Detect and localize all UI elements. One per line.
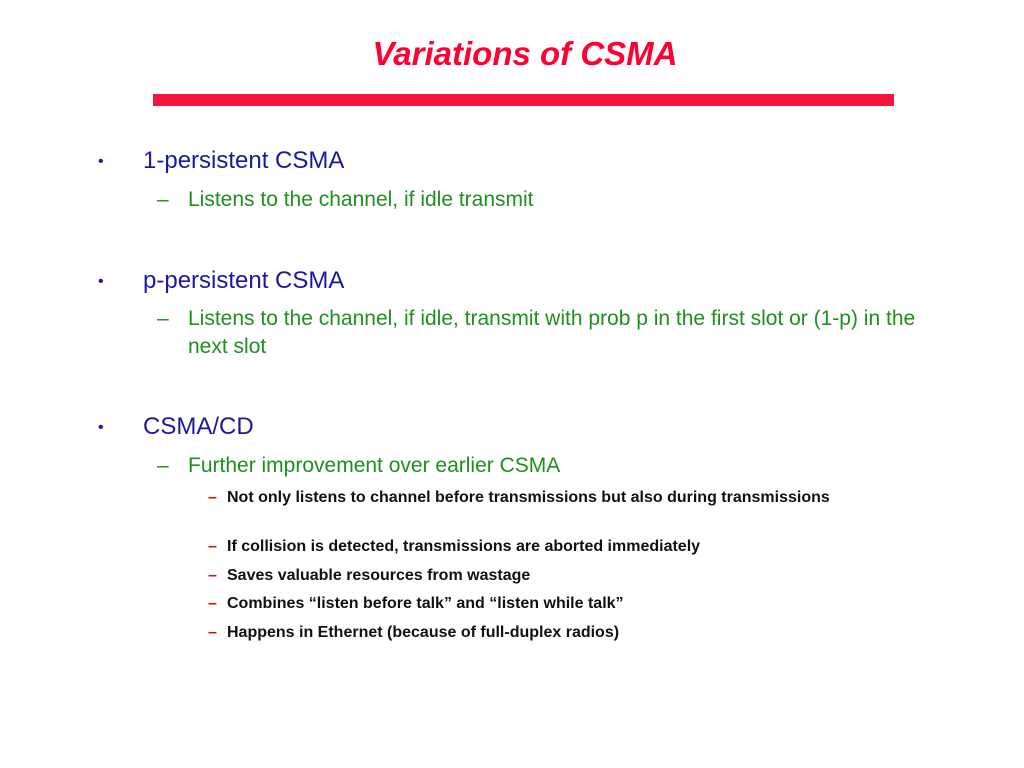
dash-icon: – xyxy=(208,624,217,641)
dash-icon: – xyxy=(157,188,169,211)
dash-icon: – xyxy=(208,595,217,612)
dash-icon: – xyxy=(208,567,217,584)
detail-item-collision-abort: If collision is detected, transmissions are aborted immediately xyxy=(227,538,701,555)
detail-item-listen-talk: Combines “listen before talk” and “listen while talk” xyxy=(227,595,624,612)
slide-title: Variations of CSMA xyxy=(372,35,678,72)
bullet-icon: • xyxy=(98,153,104,170)
sub-item-csma-cd-improvement: Further improvement over earlier CSMA xyxy=(188,454,561,477)
dash-icon: – xyxy=(208,489,217,506)
bullet-item-1-persistent: 1-persistent CSMA xyxy=(143,147,345,174)
detail-item-saves-resources: Saves valuable resources from wastage xyxy=(227,567,531,584)
bullet-icon: • xyxy=(98,273,104,290)
bullet-item-p-persistent: p-persistent CSMA xyxy=(143,267,345,294)
bullet-icon: • xyxy=(98,419,104,436)
sub-item-p-persistent-listens: Listens to the channel, if idle, transmit with prob p in the first slot or (1-p) in the next slot xyxy=(188,307,916,358)
dash-icon: – xyxy=(208,538,217,555)
dash-icon: – xyxy=(157,307,169,330)
detail-item-listens-during: Not only listens to channel before transmissions but also during transmissions xyxy=(227,489,830,506)
detail-item-ethernet: Happens in Ethernet (because of full-duplex radios) xyxy=(227,624,620,641)
sub-item-1-persistent-listens: Listens to the channel, if idle transmit xyxy=(188,188,534,211)
dash-icon: – xyxy=(157,454,169,477)
bullet-item-csma-cd: CSMA/CD xyxy=(143,413,254,440)
